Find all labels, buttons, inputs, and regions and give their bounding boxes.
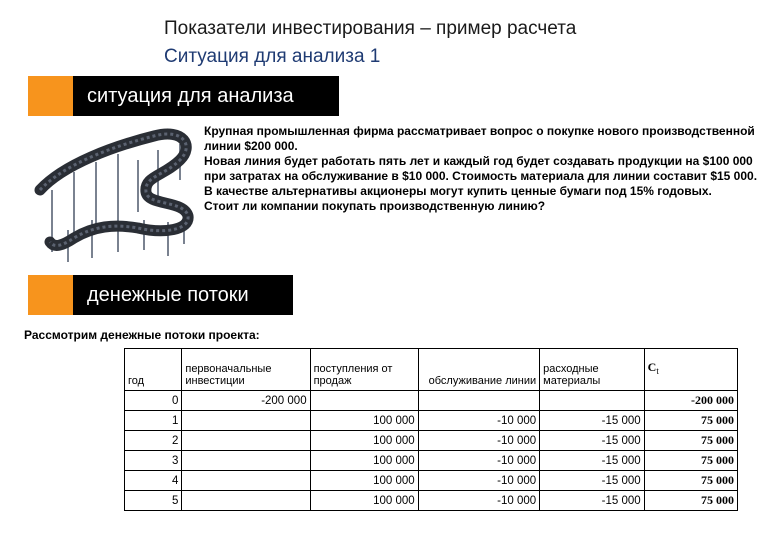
page-subtitle: Ситуация для анализа 1 [164, 46, 381, 67]
header-year: год [125, 349, 182, 391]
paragraph-line: В качестве альтернативы акционеры могут купить ценные бумаги под 15% годовых. [204, 184, 712, 198]
paragraph-line: Новая линия будет работать пять лет и каждый год будет создавать продукции на $100 000 при затратах на обслуживание в $10 000. Стоимость материала для линии составит $15 000. [204, 154, 758, 183]
cell-maintenance: -10 000 [418, 491, 539, 511]
cell-revenue: 100 000 [310, 411, 418, 431]
header-materials: расходные материалы [540, 349, 645, 391]
conveyor-belt-image [34, 120, 194, 270]
cell-materials: -15 000 [540, 471, 645, 491]
page-title: Показатели инвестирования – пример расчета [164, 18, 577, 39]
table-row [125, 391, 738, 411]
cell-initial [182, 471, 310, 491]
cell-materials: -15 000 [540, 491, 645, 511]
cell-revenue [310, 391, 418, 411]
cell-cf: 75 000 [644, 451, 737, 471]
header-maintenance: обслуживание линии [418, 349, 539, 391]
table-row [125, 471, 738, 491]
header-initial: первоначальные инвестиции [182, 349, 310, 391]
cell-materials: -15 000 [540, 431, 645, 451]
cell-maintenance: -10 000 [418, 411, 539, 431]
cell-revenue: 100 000 [310, 491, 418, 511]
cell-maintenance: -10 000 [418, 431, 539, 451]
header-cf-symbol: C [647, 359, 657, 374]
section-label: денежные потоки [73, 275, 293, 315]
paragraph-line: Крупная промышленная фирма рассматривает вопрос о покупке нового производственной линии $200 000. [204, 124, 755, 153]
table-row [125, 491, 738, 511]
cell-initial [182, 451, 310, 471]
cash-flow-table [124, 348, 738, 511]
cell-materials: -15 000 [540, 411, 645, 431]
section-label: ситуация для анализа [73, 76, 339, 116]
cell-initial [182, 431, 310, 451]
table-row [125, 431, 738, 451]
cell-maintenance: -10 000 [418, 451, 539, 471]
cell-maintenance [418, 391, 539, 411]
cell-year: 0 [125, 391, 182, 411]
cell-year: 4 [125, 471, 182, 491]
cell-revenue: 100 000 [310, 451, 418, 471]
header-cf [644, 349, 737, 391]
table-row [125, 451, 738, 471]
cell-revenue: 100 000 [310, 431, 418, 451]
header-cf-subscript: t [656, 367, 659, 377]
paragraph-line: Стоит ли компании покупать производственную линию? [204, 199, 546, 213]
cell-cf: 75 000 [644, 471, 737, 491]
cell-materials [540, 391, 645, 411]
cell-initial [182, 411, 310, 431]
cell-initial [182, 491, 310, 511]
table-lead-text: Рассмотрим денежные потоки проекта: [24, 328, 260, 342]
table-row [125, 411, 738, 431]
cell-revenue: 100 000 [310, 471, 418, 491]
cell-initial: -200 000 [182, 391, 310, 411]
cell-year: 5 [125, 491, 182, 511]
cell-cf: 75 000 [644, 411, 737, 431]
cell-materials: -15 000 [540, 451, 645, 471]
header-revenue: поступления от продаж [310, 349, 418, 391]
cell-year: 2 [125, 431, 182, 451]
cell-cf: 75 000 [644, 431, 737, 451]
section-accent [28, 275, 73, 315]
situation-description [204, 124, 764, 214]
section-accent [28, 76, 73, 116]
cell-cf: 75 000 [644, 491, 737, 511]
cell-year: 3 [125, 451, 182, 471]
cell-year: 1 [125, 411, 182, 431]
table-header-row [125, 349, 738, 391]
cell-cf: -200 000 [644, 391, 737, 411]
cell-maintenance: -10 000 [418, 471, 539, 491]
